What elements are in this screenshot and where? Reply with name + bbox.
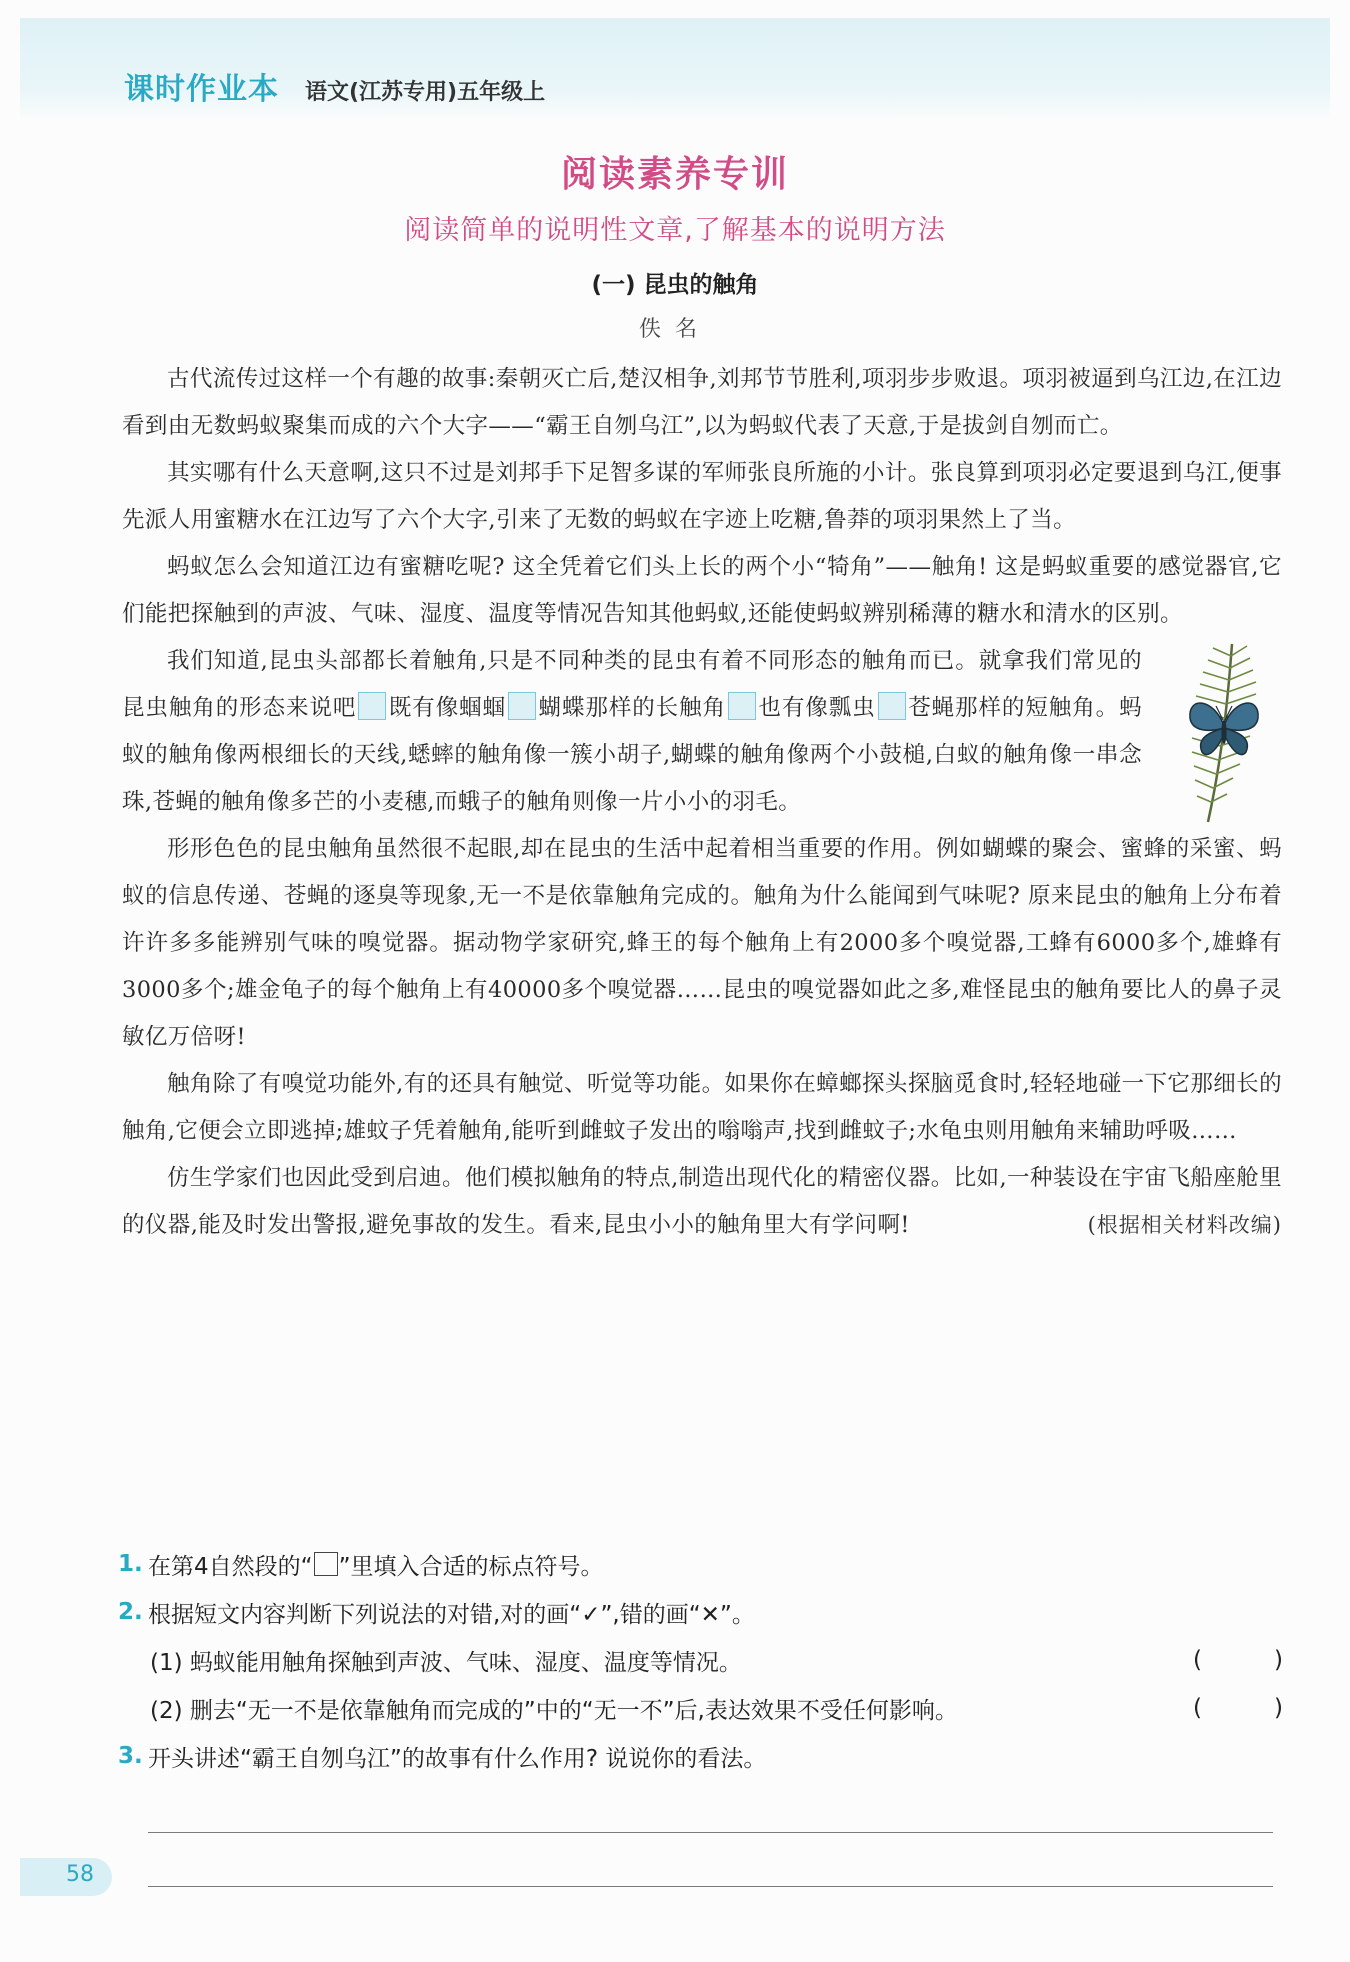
paragraph-4-part-c: 蝴蝶那样的长触角 [538, 695, 726, 721]
question-3 [118, 1732, 1283, 1780]
answer-parens-1[interactable] [1193, 1647, 1283, 1673]
question-1-box-symbol [314, 1552, 338, 1576]
paragraph-4-part-e: 苍蝇那样的短触角。蚂蚁的触角像两根细长的天线,蟋蟀的触角像一簇小胡子,蝴蝶的触角像两个小鼓槌,白蚁的触角像一串念珠,苍蝇的触角像多芒的小麦穗,而蛾子的触角则像一片小小的羽毛。 [122, 695, 1142, 815]
question-2-item-2 [118, 1684, 1283, 1732]
question-3-text: 开头讲述“霸王自刎乌江”的故事有什么作用? 说说你的看法。 [148, 1745, 767, 1772]
punctuation-blank-2[interactable] [508, 692, 536, 720]
question-2-number: 2. [118, 1599, 143, 1625]
paragraph-4-block [122, 638, 1282, 826]
question-1 [118, 1540, 1283, 1588]
question-1-text-post: ”里填入合适的标点符号。 [338, 1553, 604, 1580]
punctuation-blank-1[interactable] [358, 692, 386, 720]
butterfly-fern-icon [1164, 638, 1282, 828]
paragraph-4 [122, 638, 1142, 826]
paragraph-4-part-d: 也有像瓢虫 [757, 695, 876, 721]
question-1-number: 1. [118, 1551, 143, 1577]
question-2-text: 根据短文内容判断下列说法的对错,对的画“✓”,错的画“✕”。 [148, 1601, 755, 1628]
book-subtitle: 语文(江苏专用)五年级上 [305, 80, 546, 105]
answer-line-2[interactable] [148, 1886, 1273, 1887]
paragraph-7: 仿生学家们也因此受到启迪。他们模拟触角的特点,制造出现代化的精密仪器。比如,一种装设在宇宙飞船座舱里的仪器,能及时发出警报,避免事故的发生。看来,昆虫小小的触角里大有学问啊! [122, 1165, 1282, 1238]
question-2-item-2-text: (2) 删去“无一不是依靠触角而完成的”中的“无一不”后,表达效果不受任何影响。 [150, 1697, 958, 1724]
series-title: 课时作业本 [124, 72, 279, 107]
paren-open: ( [1193, 1695, 1202, 1721]
article-title: (一) 昆虫的触角 [591, 272, 759, 298]
paragraph-4-part-a: 我们知道,昆虫头部都长着触角,只是不同种类的昆虫有着不同形态的触角而已。就拿我们常见的昆虫触角的形态来说吧 [122, 648, 1142, 721]
paragraph-1: 古代流传过这样一个有趣的故事:秦朝灭亡后,楚汉相争,刘邦节节胜利,项羽步步败退。项羽被逼到乌江边,在江边看到由无数蚂蚁聚集而成的六个大字——“霸王自刎乌江”,以为蚂蚁代表了天意,于是拔剑自刎而亡。 [122, 366, 1282, 439]
question-2-item-1-text: (1) 蚂蚁能用触角探触到声波、气味、湿度、温度等情况。 [150, 1649, 742, 1676]
punctuation-blank-3[interactable] [728, 692, 756, 720]
paragraph-4-part-b: 既有像蝈蝈 [388, 695, 506, 721]
page-number: 58 [66, 1862, 94, 1887]
paragraph-5: 形形色色的昆虫触角虽然很不起眼,却在昆虫的生活中起着相当重要的作用。例如蝴蝶的聚会、蜜蜂的采蜜、蚂蚁的信息传递、苍蝇的逐臭等现象,无一不是依靠触角完成的。触角为什么能闻到气味呢? 原来昆虫的触角上分布着许许多多能辨别气味的嗅觉器。据动物学家研究,蜂王的每个触角上有2000多个嗅觉器,工蜂有6000多个,雄蜂有3000多个;雄金龟子的每个触角上有40000多个嗅觉器……昆虫的嗅觉器如此之多,难怪昆虫的触角要比人的鼻子灵敏亿万倍呀! [122, 836, 1282, 1050]
section-subtitle: 阅读简单的说明性文章,了解基本的说明方法 [404, 215, 946, 246]
paragraph-3: 蚂蚁怎么会知道江边有蜜糖吃呢? 这全凭着它们头上长的两个小“犄角”——触角! 这是蚂蚁重要的感觉器官,它们能把探触到的声波、气味、湿度、温度等情况告知其他蚂蚁,还能使蚂蚁辨别稀薄的糖水和清水的区别。 [122, 554, 1282, 627]
question-2 [118, 1588, 1283, 1636]
section-title: 阅读素养专训 [560, 154, 789, 195]
question-3-number: 3. [118, 1743, 143, 1769]
question-2-item-1 [118, 1636, 1283, 1684]
page-header [124, 64, 545, 108]
answer-line-1[interactable] [148, 1832, 1273, 1833]
paren-close: ) [1274, 1695, 1283, 1721]
paren-close: ) [1274, 1647, 1283, 1673]
article-body [122, 356, 1282, 1249]
paragraph-2: 其实哪有什么天意啊,这只不过是刘邦手下足智多谋的军师张良所施的小计。张良算到项羽必定要退到乌江,便事先派人用蜜糖水在江边写了六个大字,引来了无数的蚂蚁在字迹上吃糖,鲁莽的项羽果然上了当。 [122, 460, 1282, 533]
questions-section [118, 1540, 1283, 1780]
paren-open: ( [1193, 1647, 1202, 1673]
answer-parens-2[interactable] [1193, 1695, 1283, 1721]
article-author: 佚名 [638, 317, 711, 342]
punctuation-blank-4[interactable] [878, 692, 906, 720]
question-1-text-pre: 在第4自然段的“ [148, 1553, 313, 1580]
paragraph-6: 触角除了有嗅觉功能外,有的还具有触觉、听觉等功能。如果你在蟑螂探头探脑觅食时,轻轻地碰一下它那细长的触角,它便会立即逃掉;雄蚊子凭着触角,能听到雌蚊子发出的嗡嗡声,找到雌蚊子;水龟虫则用触角来辅助呼吸…… [122, 1071, 1282, 1144]
source-note: (根据相关材料改编) [1087, 1213, 1282, 1237]
